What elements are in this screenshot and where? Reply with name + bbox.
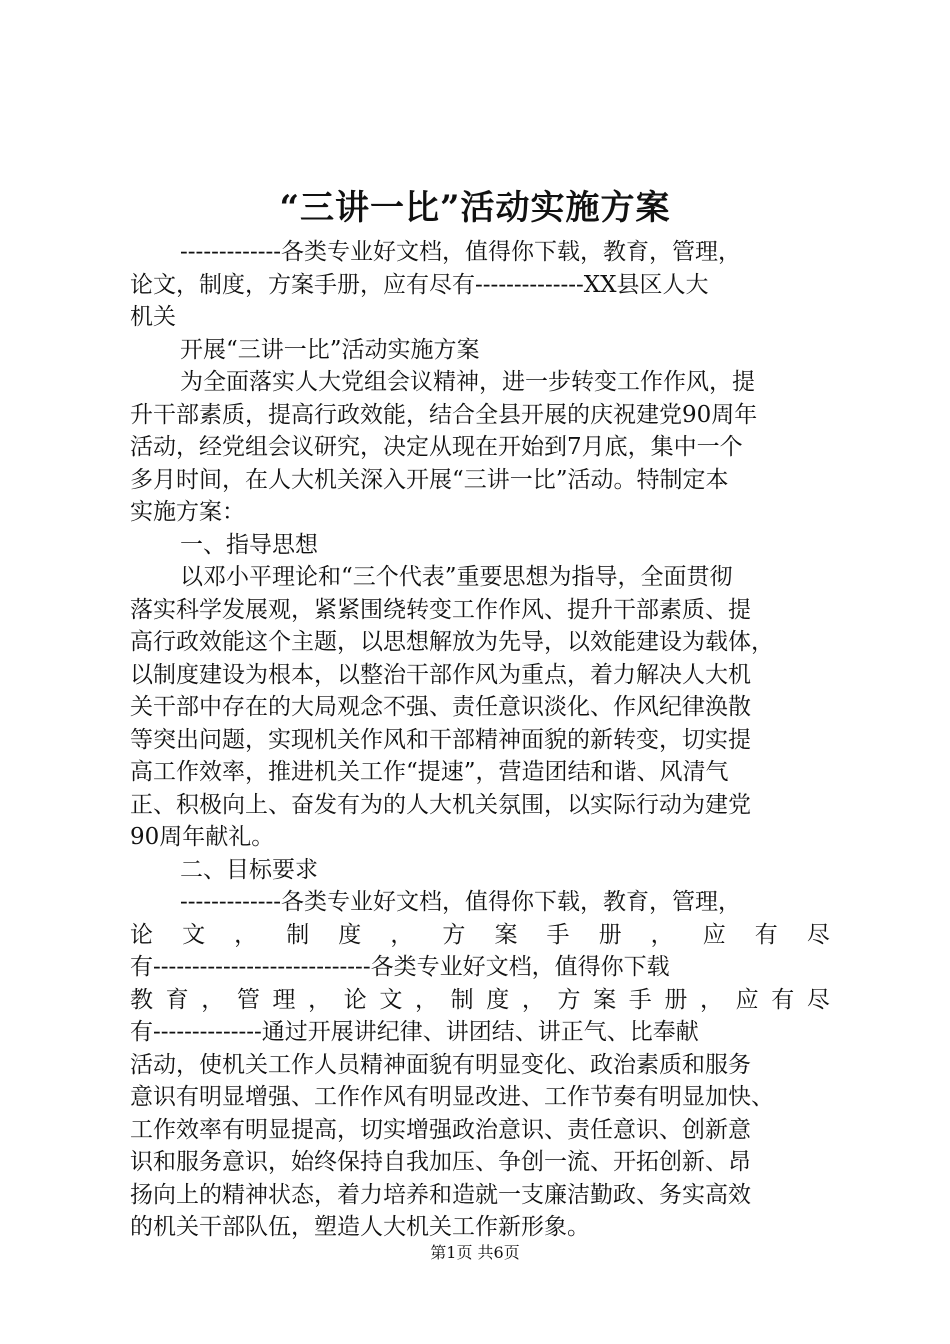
body-line: 等突出问题，实现机关作风和干部精神面貌的新转变，切实提 <box>130 726 751 753</box>
justified-char: 尽 <box>806 986 830 1013</box>
section-heading: 二、目标要求 <box>180 856 318 883</box>
body-line: 扬向上的精神状态，着力培养和造就一支廉洁勤政、务实高效 <box>130 1181 751 1208</box>
justified-char: 论 <box>343 986 367 1013</box>
justified-char: 手 <box>546 921 570 948</box>
body-line: 识和服务意识，始终保持自我加压、争创一流、开拓创新、昂 <box>130 1149 751 1175</box>
justified-char: 册 <box>664 986 688 1013</box>
body-line: 高行政效能这个主题，以思想解放为先导，以效能建设为载体， <box>130 629 774 655</box>
justified-char: ， <box>201 986 225 1013</box>
justified-char: 理 <box>272 986 296 1013</box>
justified-char: 育 <box>165 986 189 1013</box>
section-subtitle: 开展“三讲一比”活动实施方案 <box>180 336 480 363</box>
justified-line <box>130 984 830 1017</box>
body-line: 以邓小平理论和“三个代表”重要思想为指导，全面贯彻 <box>180 564 733 590</box>
body-line: 意识有明显增强、工作作风有明显改进、工作节奏有明显加快、 <box>130 1084 774 1110</box>
justified-line <box>130 919 830 952</box>
justified-char: 度 <box>486 986 510 1013</box>
body-line: 有--------------通过开展讲纪律、讲团结、讲正气、比奉献 <box>130 1019 699 1045</box>
justified-char: 案 <box>593 986 617 1013</box>
body-line: 机关 <box>130 304 176 330</box>
body-line: -------------各类专业好文档，值得你下载，教育，管理， <box>180 239 742 265</box>
justified-char: 文 <box>182 921 206 948</box>
body-line: 多月时间，在人大机关深入开展“三讲一比”活动。特制定本 <box>130 466 729 493</box>
section-heading: 一、指导思想 <box>180 531 318 558</box>
body-line: 以制度建设为根本，以整治干部作风为重点，着力解决人大机 <box>130 661 751 688</box>
body-line: 有----------------------------各类专业好文档，值得你下载 <box>130 954 670 980</box>
body-line: 90周年献礼。 <box>130 824 275 850</box>
justified-char: 方 <box>557 986 581 1013</box>
justified-char: 应 <box>735 986 759 1013</box>
justified-char: 教 <box>130 986 153 1013</box>
body-line: 活动，使机关工作人员精神面貌有明显变化、政治素质和服务 <box>130 1051 751 1078</box>
justified-char: 管 <box>236 986 260 1013</box>
justified-char: 手 <box>628 986 652 1013</box>
justified-char: 论 <box>130 921 153 948</box>
body-line: 落实科学发展观，紧紧围绕转变工作作风、提升干部素质、提 <box>130 596 751 623</box>
justified-char: 应 <box>702 921 726 948</box>
body-line: 实施方案： <box>130 499 245 525</box>
body-line: 论文，制度，方案手册，应有尽有--------------XX县区人大 <box>130 271 709 298</box>
justified-char: ， <box>700 986 723 1013</box>
body-line: 活动，经党组会议研究，决定从现在开始到7月底，集中一个 <box>130 434 743 460</box>
justified-char: 册 <box>598 921 622 948</box>
justified-char: 尽 <box>806 921 830 948</box>
body-line: 为全面落实人大党组会议精神，进一步转变工作作风，提 <box>180 369 755 395</box>
justified-char: ， <box>650 921 674 948</box>
justified-char: 制 <box>450 986 474 1013</box>
justified-char: 有 <box>754 921 778 948</box>
body-line: 升干部素质，提高行政效能，结合全县开展的庆祝建党90周年 <box>130 401 758 428</box>
justified-char: 文 <box>379 986 403 1013</box>
document-title: “三讲一比”活动实施方案 <box>279 188 671 228</box>
body-line: 关干部中存在的大局观念不强、责任意识淡化、作风纪律涣散 <box>130 694 751 720</box>
justified-char: 有 <box>771 986 795 1013</box>
justified-char: ， <box>415 986 438 1013</box>
page-number-footer: 第1页 共6页 <box>430 1243 520 1262</box>
justified-char: 度 <box>338 921 362 948</box>
justified-char: ， <box>390 921 414 948</box>
body-line: -------------各类专业好文档，值得你下载，教育，管理， <box>180 889 742 915</box>
justified-char: ， <box>234 921 258 948</box>
justified-char: 案 <box>494 921 518 948</box>
body-line: 的机关干部队伍，塑造人大机关工作新形象。 <box>130 1214 590 1240</box>
justified-char: ， <box>308 986 332 1013</box>
justified-char: 方 <box>442 921 466 948</box>
body-line: 工作效率有明显提高，切实增强政治意识、责任意识、创新意 <box>130 1116 751 1143</box>
justified-char: ， <box>521 986 545 1013</box>
body-line: 正、积极向上、奋发有为的人大机关氛围，以实际行动为建党 <box>130 791 751 818</box>
justified-char: 制 <box>286 921 310 948</box>
document-body <box>130 236 830 1244</box>
body-line: 高工作效率，推进机关工作“提速”，营造团结和谐、风清气 <box>130 759 729 785</box>
